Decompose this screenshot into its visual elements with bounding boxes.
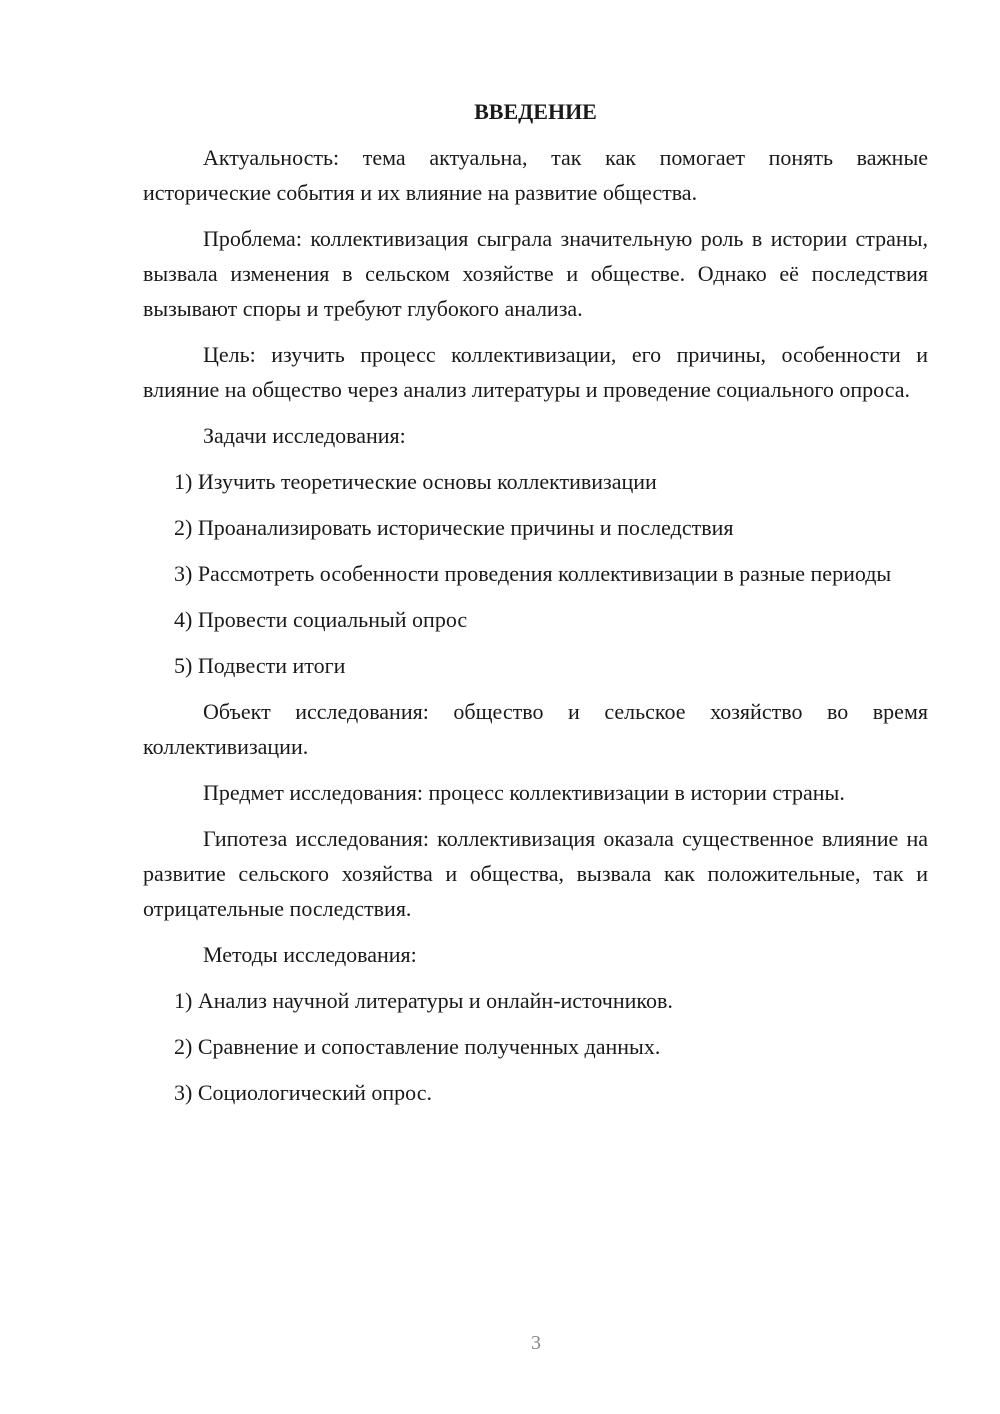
subject-paragraph: Предмет исследования: процесс коллективизации в истории страны.	[203, 780, 845, 805]
methods-heading: Методы исследования:	[203, 942, 417, 967]
method-item: 3) Социологический опрос.	[174, 1080, 432, 1105]
page-number: 3	[531, 1332, 541, 1354]
task-item: 2) Проанализировать исторические причины и последствия	[174, 515, 734, 540]
object-paragraph: Объект исследования: общество и сельское хозяйство во время коллективизации.	[143, 699, 928, 759]
page-content	[143, 94, 928, 1121]
problem-paragraph: Проблема: коллективизация сыграла значительную роль в истории страны, вызвала изменения в сельском хозяйстве и обществе. Однако её последствия вызывают споры и требуют глубокого анализа.	[143, 226, 928, 321]
relevance-paragraph: Актуальность: тема актуальна, так как помогает понять важные исторические события и их влияние на развитие общества.	[143, 145, 928, 205]
method-item: 2) Сравнение и сопоставление полученных данных.	[174, 1034, 661, 1059]
method-item: 1) Анализ научной литературы и онлайн-источников.	[174, 988, 673, 1013]
tasks-heading: Задачи исследования:	[203, 423, 406, 448]
section-title: ВВЕДЕНИЕ	[474, 99, 597, 124]
goal-paragraph: Цель: изучить процесс коллективизации, его причины, особенности и влияние на общество через анализ литературы и проведение социального опроса.	[143, 342, 928, 402]
task-item: 1) Изучить теоретические основы коллективизации	[174, 469, 657, 494]
task-item: 3) Рассмотреть особенности проведения коллективизации в разные периоды	[174, 561, 892, 586]
task-item: 4) Провести социальный опрос	[174, 607, 468, 632]
task-item: 5) Подвести итоги	[174, 653, 346, 678]
hypothesis-paragraph: Гипотеза исследования: коллективизация оказала существенное влияние на развитие сельского хозяйства и общества, вызвала как положительные, так и отрицательные последствия.	[143, 826, 928, 921]
